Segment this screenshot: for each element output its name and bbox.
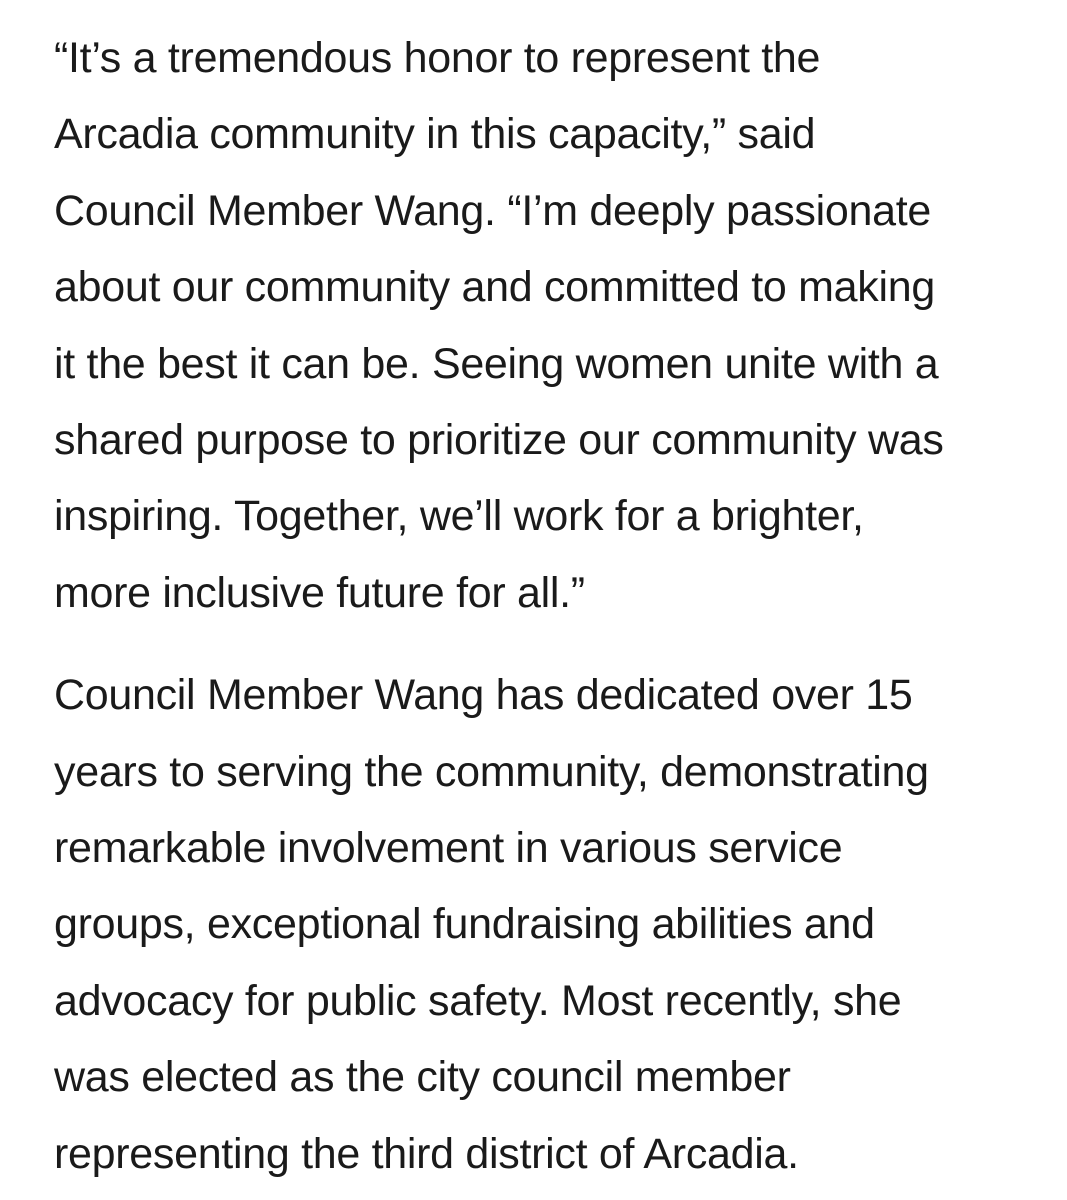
quote-paragraph [54,20,1044,631]
text-line: Council Member Wang. “I’m deeply passionate [54,186,931,235]
text-line: advocacy for public safety. Most recently, she [54,976,902,1025]
text-line: inspiring. Together, we’ll work for a brighter, [54,492,864,541]
text-line: remarkable involvement in various service [54,824,843,873]
text-line: more inclusive future for all.” [54,568,585,617]
text-line: about our community and committed to making [54,263,935,312]
text-line: it the best it can be. Seeing women unite with a [54,339,939,388]
bio-paragraph [54,657,1044,1192]
text-line: groups, exceptional fundraising abilities and [54,900,875,949]
text-line: representing the third district of Arcadia. [54,1129,799,1178]
article-body [54,20,1044,1192]
text-line: was elected as the city council member [54,1053,791,1102]
text-line: Council Member Wang has dedicated over 15 [54,671,913,720]
text-line: “It’s a tremendous honor to represent the [54,34,821,82]
text-line: years to serving the community, demonstrating [54,747,929,796]
text-line: Arcadia community in this capacity,” said [54,110,816,159]
text-line: shared purpose to prioritize our community was [54,416,944,465]
